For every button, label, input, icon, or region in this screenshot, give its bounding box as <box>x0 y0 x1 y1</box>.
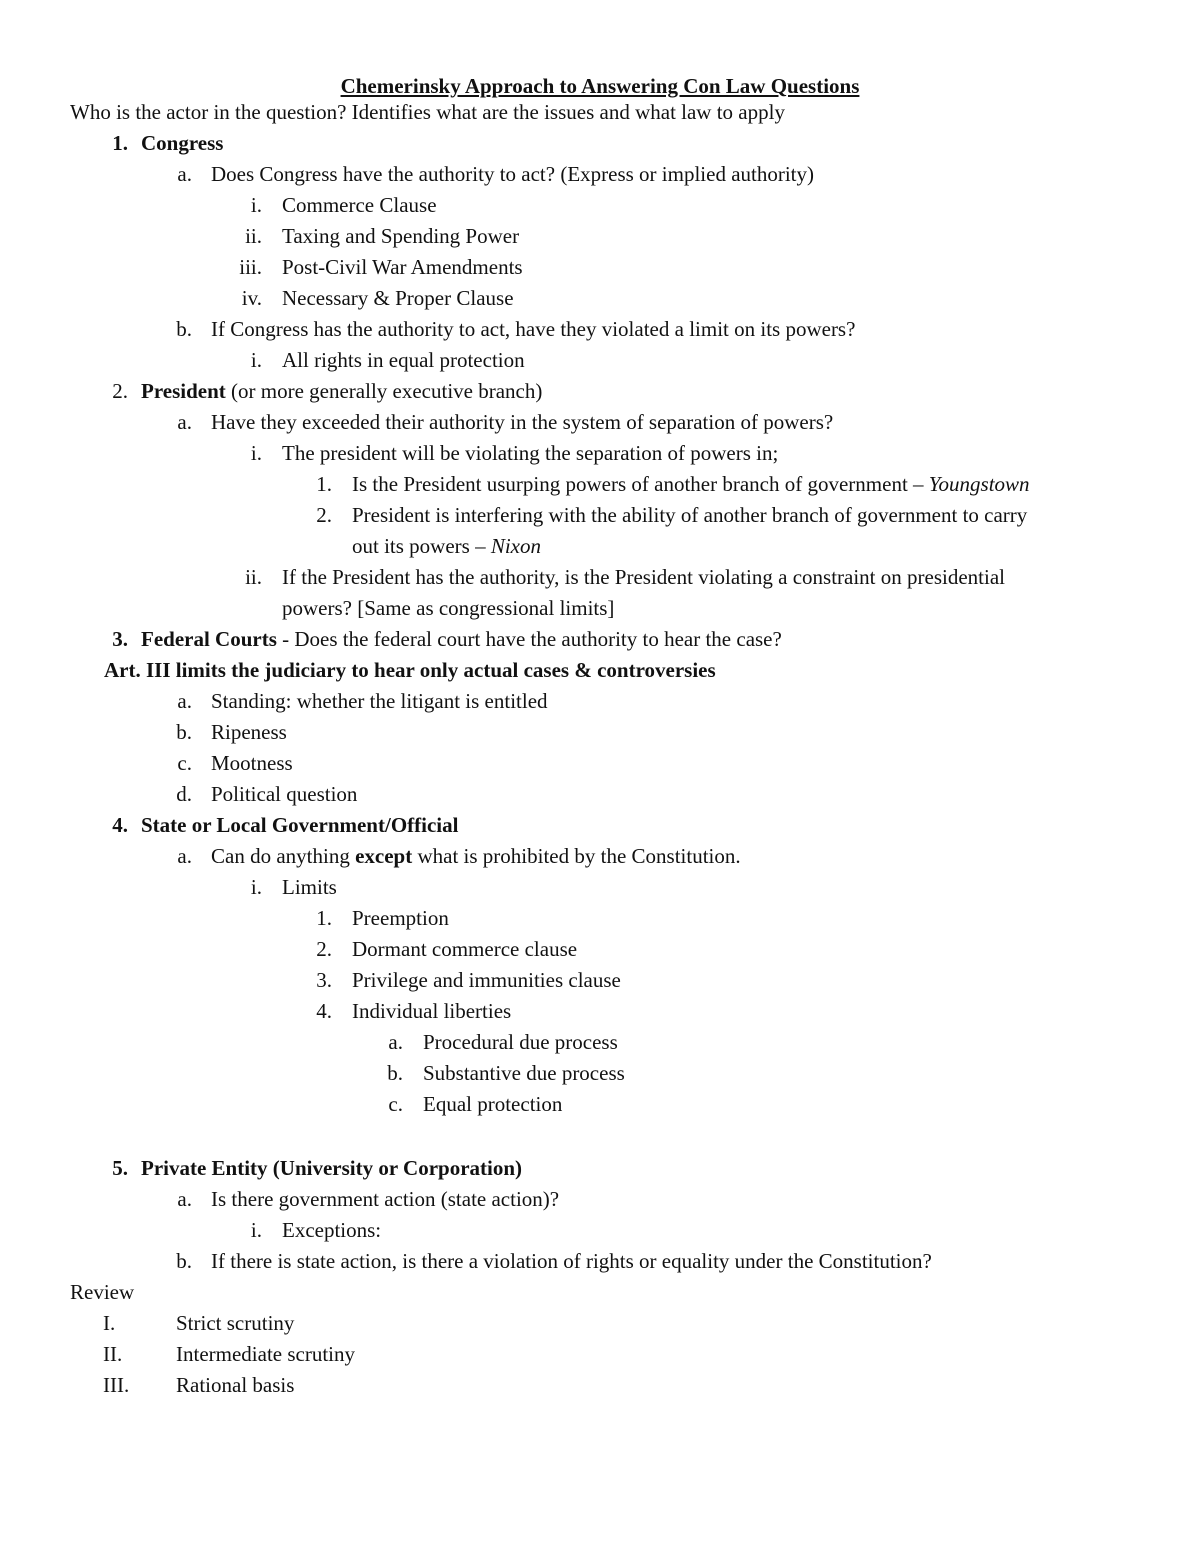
item-text-line <box>352 531 541 562</box>
item-text: Substantive due process <box>423 1061 625 1085</box>
item-marker: 2. <box>316 937 332 961</box>
item-marker: 4. <box>316 999 332 1023</box>
section-heading-line <box>141 376 542 407</box>
item-text: Individual liberties <box>352 999 512 1023</box>
section-heading: Congress <box>141 131 224 155</box>
item-marker: c. <box>177 751 192 775</box>
item-text: Exceptions: <box>282 1218 382 1242</box>
item-marker: b. <box>176 317 192 341</box>
item-text: Dormant commerce clause <box>352 937 578 961</box>
item-text: If Congress has the authority to act, have they violated a limit on its powers? <box>211 317 856 341</box>
intro-text: Who is the actor in the question? Identifies what are the issues and what law to apply <box>70 100 785 124</box>
item-text: Necessary & Proper Clause <box>282 286 514 310</box>
item-text: If there is state action, is there a violation of rights or equality under the Constitution? <box>211 1249 932 1273</box>
section-heading: Federal Courts <box>141 627 277 651</box>
item-text: Have they exceeded their authority in the system of separation of powers? <box>211 410 834 434</box>
item-text: Post-Civil War Amendments <box>282 255 523 279</box>
section-number: 3. <box>112 627 128 651</box>
section-number: 1. <box>112 131 128 155</box>
item-marker: i. <box>250 193 262 217</box>
item-marker: a. <box>177 162 192 186</box>
item-text: Mootness <box>211 751 293 775</box>
item-marker: b. <box>387 1061 403 1085</box>
item-text: Can do anything <box>211 844 356 868</box>
item-marker: a. <box>177 1187 192 1211</box>
item-text: Is the President usurping powers of another branch of government – <box>352 472 929 496</box>
item-marker: i. <box>250 1218 262 1242</box>
item-text: Strict scrutiny <box>176 1311 295 1335</box>
item-marker: i. <box>250 875 262 899</box>
item-marker: b. <box>176 720 192 744</box>
item-text: what is prohibited by the Constitution. <box>412 844 741 868</box>
item-text: Equal protection <box>423 1092 563 1116</box>
item-marker: 2. <box>316 503 332 527</box>
item-marker: 1. <box>316 472 332 496</box>
item-marker: i. <box>250 348 262 372</box>
page-title: Chemerinsky Approach to Answering Con Law Questions <box>340 74 860 98</box>
item-marker: a. <box>177 844 192 868</box>
section-heading: President <box>141 379 226 403</box>
item-text: Privilege and immunities clause <box>352 968 621 992</box>
section-heading-note: - Does the federal court have the authority to hear the case? <box>276 627 782 651</box>
item-text-line <box>352 469 1030 500</box>
item-marker: III. <box>103 1373 130 1397</box>
item-marker: b. <box>176 1249 192 1273</box>
item-marker: i. <box>250 441 262 465</box>
section-number: 2. <box>112 379 128 403</box>
item-text: Rational basis <box>176 1373 295 1397</box>
item-text: Limits <box>282 875 337 899</box>
emphasis-text: except <box>355 844 413 868</box>
section-heading-note: (or more generally executive branch) <box>225 379 543 403</box>
item-text: powers? [Same as congressional limits] <box>282 596 615 620</box>
item-text: Does Congress have the authority to act? (Express or implied authority) <box>211 162 815 186</box>
item-marker: II. <box>103 1342 123 1366</box>
item-marker: a. <box>177 410 192 434</box>
case-name: Youngstown <box>928 472 1030 496</box>
item-text: Taxing and Spending Power <box>282 224 520 248</box>
item-marker: 3. <box>316 968 332 992</box>
item-marker: a. <box>388 1030 403 1054</box>
section-heading-line <box>141 624 782 655</box>
item-text: If the President has the authority, is the President violating a constraint on presidential <box>282 565 1005 589</box>
item-marker: d. <box>176 782 192 806</box>
section-heading: State or Local Government/Official <box>141 813 459 837</box>
item-text: All rights in equal protection <box>282 348 525 372</box>
item-text: Preemption <box>352 906 449 930</box>
item-text: Commerce Clause <box>282 193 437 217</box>
section-number: 5. <box>112 1156 128 1180</box>
item-text: out its powers – <box>352 534 491 558</box>
item-marker: iii. <box>239 255 262 279</box>
item-text: Political question <box>211 782 358 806</box>
item-marker: ii. <box>245 565 262 589</box>
section-heading: Private Entity (University or Corporation) <box>141 1156 523 1180</box>
item-text: Procedural due process <box>423 1030 618 1054</box>
item-marker: a. <box>177 689 192 713</box>
item-text: Standing: whether the litigant is entitled <box>211 689 548 713</box>
item-text-line <box>211 841 741 872</box>
item-marker: iv. <box>241 286 262 310</box>
item-text: The president will be violating the separation of powers in; <box>282 441 779 465</box>
item-marker: ii. <box>245 224 262 248</box>
item-marker: I. <box>103 1311 116 1335</box>
item-marker: 1. <box>316 906 332 930</box>
item-text: Intermediate scrutiny <box>176 1342 356 1366</box>
item-marker: c. <box>388 1092 403 1116</box>
case-name: Nixon <box>490 534 541 558</box>
review-heading: Review <box>70 1280 135 1304</box>
item-text: Is there government action (state action)? <box>211 1187 560 1211</box>
item-text: Ripeness <box>211 720 287 744</box>
art-iii-text: Art. III limits the judiciary to hear only actual cases & controversies <box>104 658 716 682</box>
section-number: 4. <box>112 813 128 837</box>
item-text: President is interfering with the ability of another branch of government to carry <box>352 503 1028 527</box>
